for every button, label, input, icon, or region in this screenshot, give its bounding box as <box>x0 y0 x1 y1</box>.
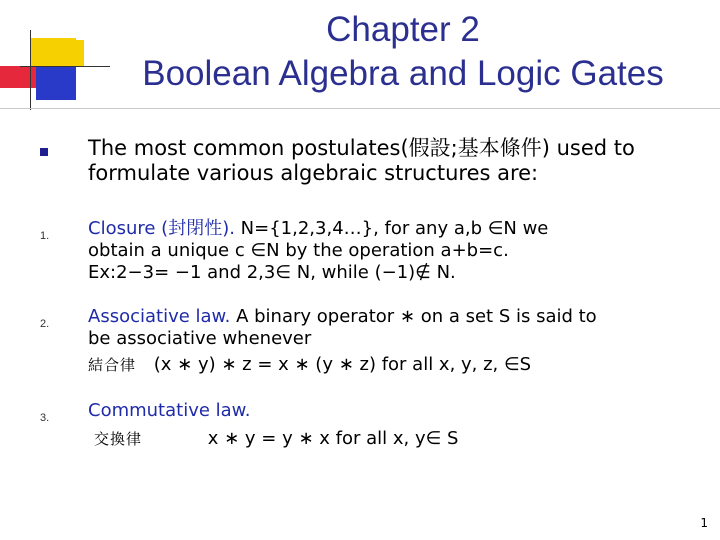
title-divider <box>0 108 720 109</box>
slide-logo <box>0 0 110 110</box>
square-bullet-icon <box>40 148 48 156</box>
intro-text: The most common postulates(假設;基本條件) used to formulate various algebraic structures are: <box>88 136 635 185</box>
closure-heading: Closure (封閉性). <box>88 218 235 239</box>
associative-line2: be associative whenever <box>88 328 312 349</box>
closure-line3: Ex:2−3= −1 and 2,3∈ N, while (−1)∉ N. <box>88 262 456 283</box>
closure-line2: obtain a unique c ∈N by the operation a+b=c. <box>88 240 509 261</box>
title-line-1: Chapter 2 <box>326 10 480 49</box>
page-number: 1 <box>700 516 708 530</box>
slide-title <box>108 8 698 96</box>
associative-note: 結合律 <box>88 356 137 374</box>
associative-item <box>88 306 698 376</box>
associative-line1: A binary operator ∗ on a set S is said to <box>236 306 597 327</box>
title-line-2: Boolean Algebra and Logic Gates <box>142 54 664 93</box>
closure-line1: N={1,2,3,4…}, for any a,b ∈N we <box>240 218 549 239</box>
closure-item <box>88 218 698 284</box>
associative-heading: Associative law. <box>88 306 231 327</box>
item-number-1: 1. <box>40 230 50 242</box>
commutative-formula: x ∗ y = y ∗ x for all x, y∈ S <box>207 428 459 449</box>
commutative-heading: Commutative law. <box>88 400 251 421</box>
item-number-2: 2. <box>40 318 50 330</box>
commutative-item <box>88 400 698 450</box>
commutative-note: 交換律 <box>94 430 143 448</box>
item-number-3: 3. <box>40 412 50 424</box>
associative-formula: (x ∗ y) ∗ z = x ∗ (y ∗ z) for all x, y, z, ∈S <box>153 354 532 375</box>
